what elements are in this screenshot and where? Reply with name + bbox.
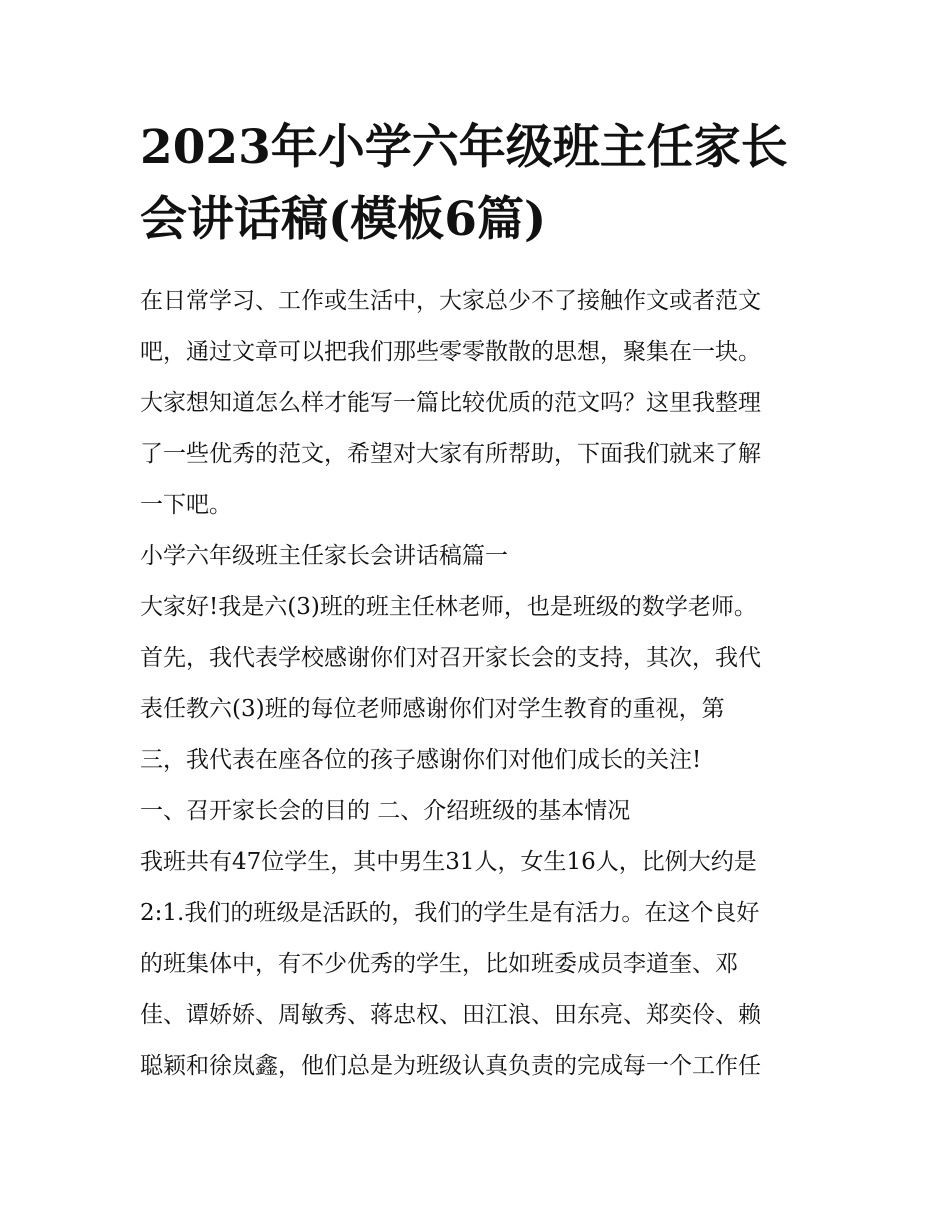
body-line: 表任教六(3)班的每位老师感谢你们对学生教育的重视，第	[140, 696, 725, 722]
body-line: 了一些优秀的范文，希望对大家有所帮助，下面我们就来了解	[140, 441, 761, 467]
body-line: 的班集体中，有不少优秀的学生，比如班委成员李道奎、邓	[140, 951, 738, 977]
body-line: 大家想知道怎么样才能写一篇比较优质的范文吗？这里我整理	[140, 390, 761, 416]
body-line: 聪颖和徐岚鑫，他们总是为班级认真负责的完成每一个工作任	[140, 1053, 761, 1079]
title-line: 2023年小学六年级班主任家长	[140, 120, 788, 175]
body-line: 佳、谭娇娇、周敏秀、蒋忠权、田江浪、田东亮、郑奕伶、赖	[140, 1002, 761, 1028]
body-line: 吧，通过文章可以把我们那些零零散散的思想，聚集在一块。	[140, 339, 761, 365]
section-heading: 小学六年级班主任家长会讲话稿篇一	[140, 543, 508, 569]
body-line: 首先，我代表学校感谢你们对召开家长会的支持，其次，我代	[140, 645, 761, 671]
document-body	[140, 276, 840, 1092]
body-line: 三，我代表在座各位的孩子感谢你们对他们成长的关注!	[140, 747, 702, 773]
document-title	[140, 112, 830, 256]
body-line: 2:1.我们的班级是活跃的，我们的学生是有活力。在这个良好	[140, 900, 760, 926]
title-line: 会讲话稿(模板6篇)	[140, 192, 547, 247]
body-line: 在日常学习、工作或生活中，大家总少不了接触作文或者范文	[140, 288, 761, 314]
body-line: 一、召开家长会的目的 二、介绍班级的基本情况	[140, 798, 631, 824]
body-line: 大家好!我是六(3)班的班主任林老师，也是班级的数学老师。	[140, 594, 757, 620]
body-line: 我班共有47位学生，其中男生31人，女生16人，比例大约是	[140, 849, 757, 875]
body-line: 一下吧。	[140, 492, 232, 518]
